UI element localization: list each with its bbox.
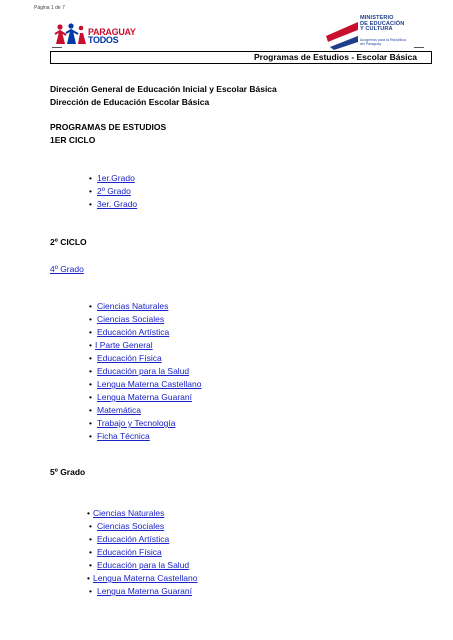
bullet: • [89,301,92,311]
list-item-link[interactable]: Educación para la Salud [97,366,190,376]
list-item-link[interactable]: Educación Física [97,547,162,557]
bullet: • [89,379,92,389]
header-title: Programas de Estudios - Escolar Básica [254,52,417,62]
list-item-link[interactable]: Lengua Materna Guaraní [97,586,192,596]
list-item-link[interactable]: Trabajo y Tecnología [97,418,176,428]
page-number: Página 1 de 7 [34,5,65,11]
list-item-link[interactable]: Educación Artística [97,327,170,337]
header-rule-right [414,47,424,48]
bullet: • [89,560,92,570]
bullet: • [89,418,92,428]
list-item-link[interactable]: 1er.Grado [97,173,135,183]
list-item-link[interactable]: Matemática [97,405,141,415]
direccion: Dirección de Educación Escolar Básica [50,97,210,107]
ciclo2-heading: 2º CICLO [50,237,87,247]
list-item-link[interactable]: Lengua Materna Castellano [97,379,202,389]
bullet: • [89,327,92,337]
header-rule-left [52,47,62,48]
bullet: • [89,186,92,196]
header-title-box [50,51,432,64]
programas-heading: PROGRAMAS DE ESTUDIOS [50,122,167,132]
bullet: • [89,353,92,363]
flag-emblem-icon [322,14,358,50]
bullet: • [89,314,92,324]
list-item-link[interactable]: 3er. Grado [97,199,138,209]
mec-logo [322,14,422,50]
list-item-link[interactable]: Ciencias Sociales [97,314,165,324]
list-item-link[interactable]: Ficha Técnica [97,431,150,441]
list-item-link[interactable]: Ciencias Naturales [97,301,169,311]
bullet: • [89,366,92,376]
list-item-link[interactable]: Educación Física [97,353,162,363]
list-item-link[interactable]: Ciencias Naturales [93,508,165,518]
logo-text: PARAGUAY TODOS [88,27,136,45]
list-item-link[interactable]: Educación para la Salud [97,560,190,570]
bullet: • [89,340,92,350]
list-item-link[interactable]: I Parte General [95,340,153,350]
bullet: • [89,586,92,596]
bullet: • [89,521,92,531]
paraguay-todos-logo [54,22,144,46]
list-item-link[interactable]: Lengua Materna Castellano [93,573,198,583]
list-item-link[interactable]: Lengua Materna Guaraní [97,392,192,402]
ciclo1-heading: 1ER CICLO [50,135,96,145]
bullet: • [89,547,92,557]
bullet: • [89,405,92,415]
mec-logo-subtext: Acogemos para la República del Paraguay [360,38,406,46]
bullet: • [89,199,92,209]
direccion-general: Dirección General de Educación Inicial y Escolar Básica [50,84,277,94]
list-item-link[interactable]: 2º Grado [97,186,131,196]
grado4-link[interactable]: 4º Grado [50,264,84,274]
bullet: • [87,573,90,583]
bullet: • [89,392,92,402]
list-item-link[interactable]: Educación Artística [97,534,170,544]
bullet: • [89,431,92,441]
bullet: • [89,173,92,183]
people-figures-icon [54,22,88,46]
mec-logo-text: MINISTERIO DE EDUCACIÓN Y CULTURA [360,15,405,33]
bullet: • [89,534,92,544]
bullet: • [87,508,90,518]
grado5-heading: 5º Grado [50,467,86,477]
list-item-link[interactable]: Ciencias Sociales [97,521,165,531]
